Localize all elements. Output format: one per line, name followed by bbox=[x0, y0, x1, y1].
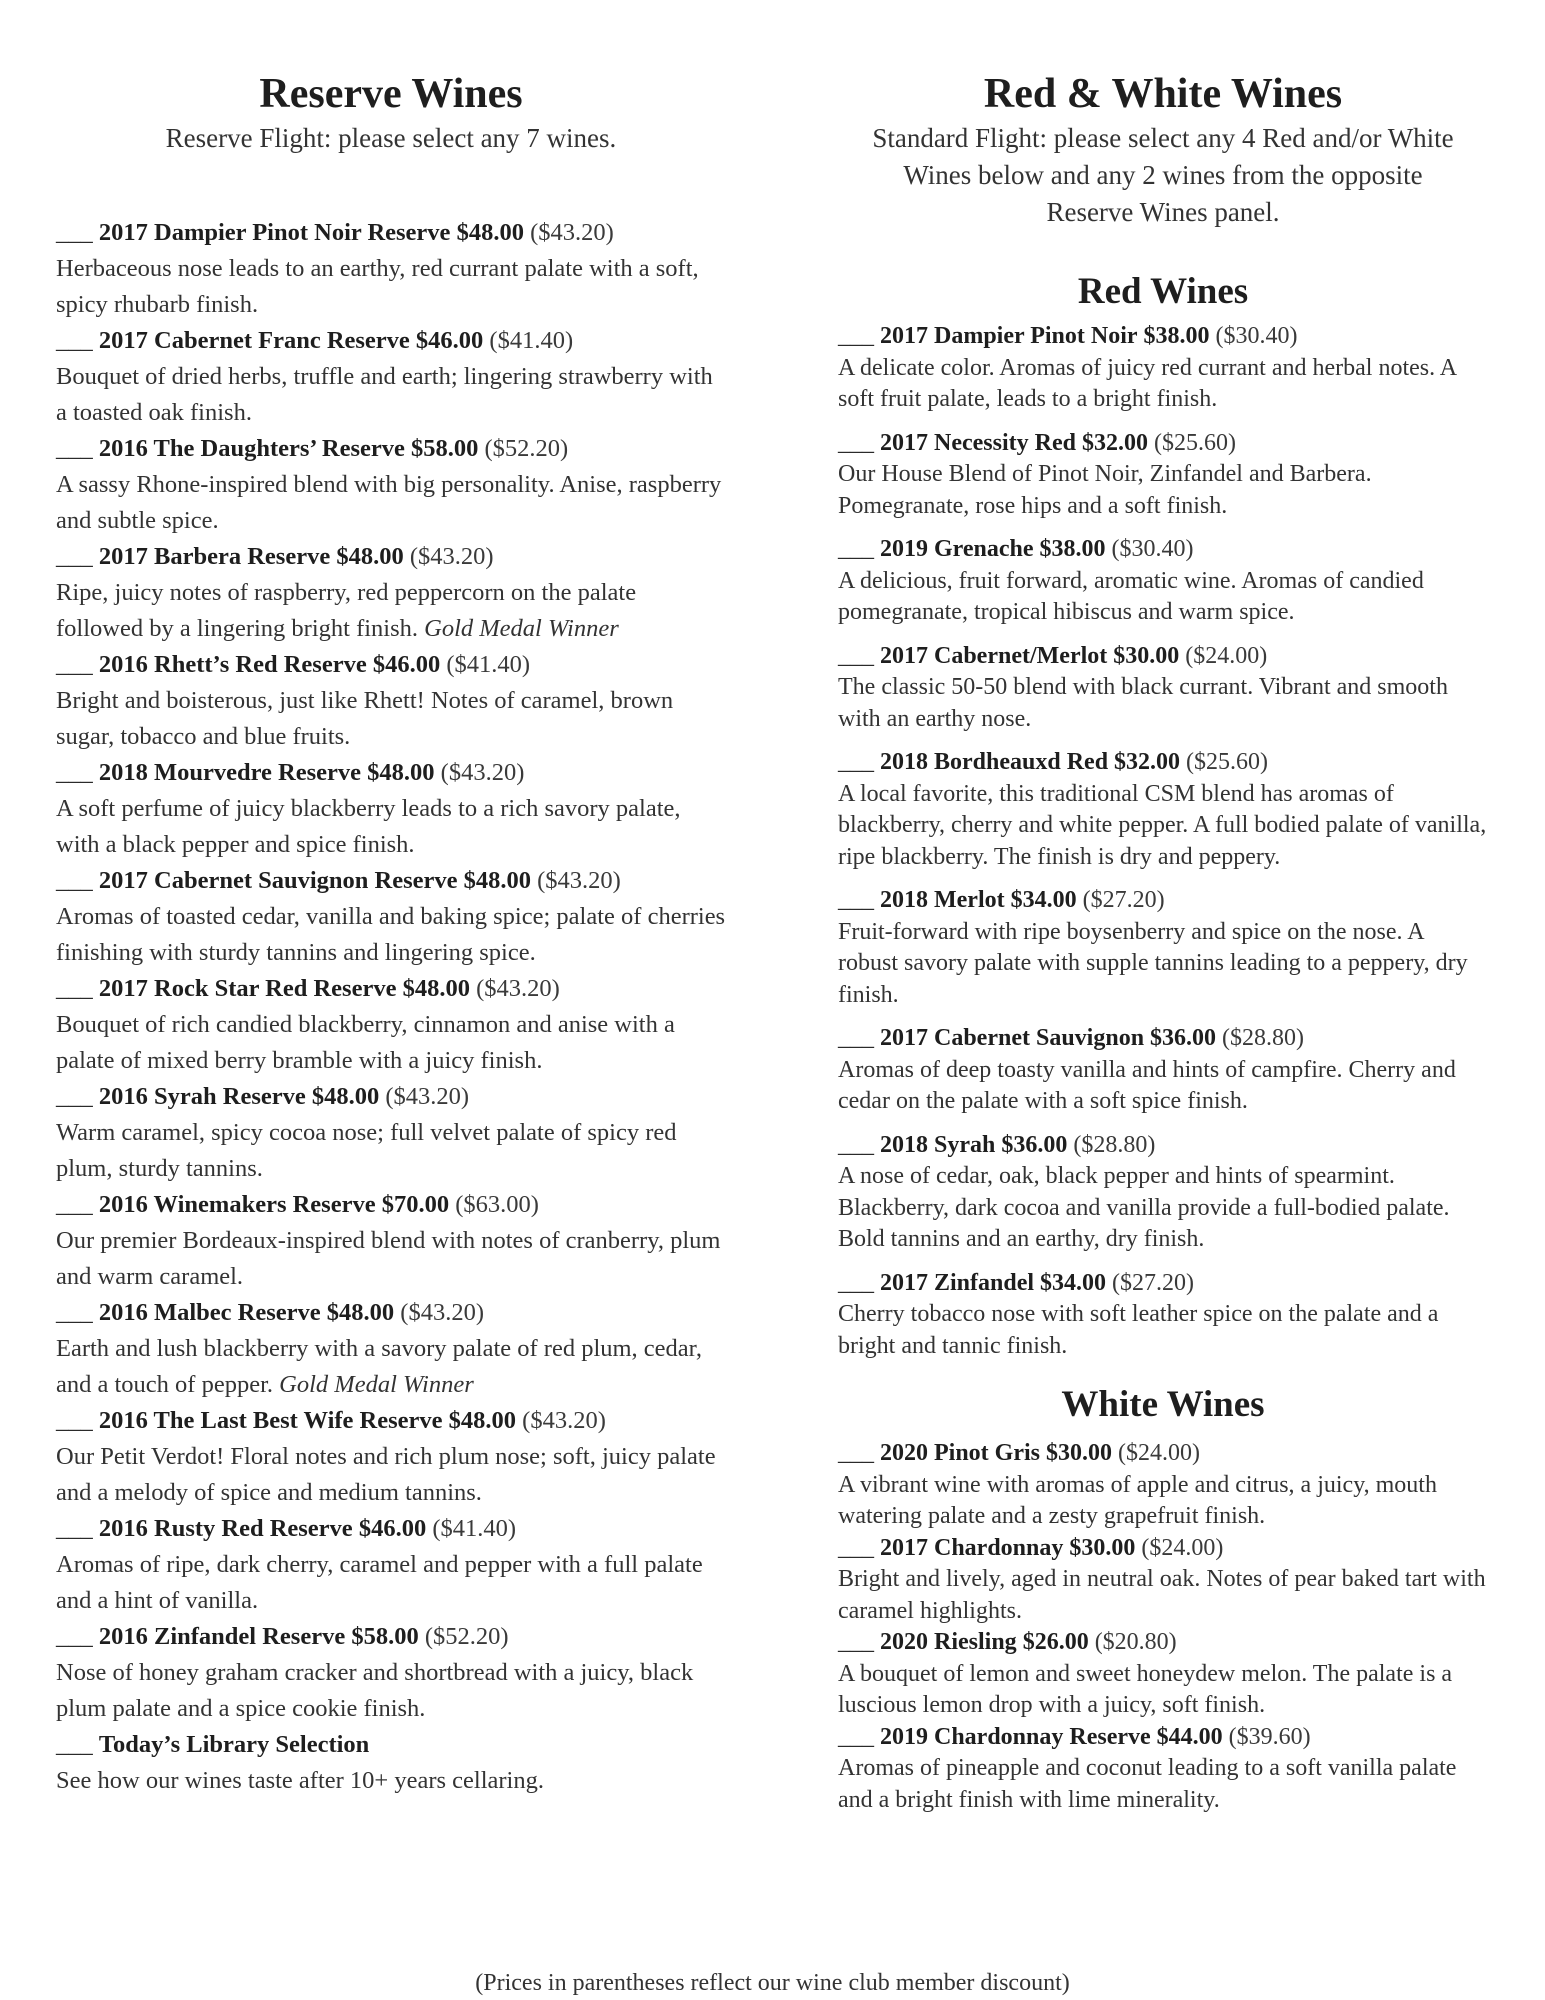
wine-item bbox=[56, 431, 726, 539]
wine-heading-line bbox=[56, 971, 726, 1007]
wine-name: 2016 The Daughters’ Reserve bbox=[98, 435, 405, 462]
wine-description-text: The classic 50-50 blend with black currant. Vibrant and smooth with an earthy nose. bbox=[838, 674, 1448, 732]
wine-item bbox=[838, 1268, 1488, 1363]
selection-blank: ___ bbox=[56, 1623, 93, 1650]
selection-blank: ___ bbox=[838, 887, 874, 913]
wine-name: 2018 Merlot bbox=[880, 887, 1005, 913]
wine-price: $58.00 bbox=[351, 1623, 419, 1650]
wine-heading-line bbox=[838, 1268, 1488, 1300]
wine-description-text: Bright and boisterous, just like Rhett! Notes of caramel, brown sugar, tobacco and blue fruits. bbox=[56, 687, 674, 750]
wine-description bbox=[838, 1161, 1488, 1256]
wine-price: $48.00 bbox=[456, 219, 524, 246]
wine-heading-line bbox=[56, 863, 726, 899]
wine-item bbox=[56, 971, 726, 1079]
wine-description bbox=[838, 1299, 1488, 1362]
wine-description bbox=[56, 791, 726, 863]
wine-price: $44.00 bbox=[1156, 1723, 1223, 1750]
wine-description-text: A bouquet of lemon and sweet honeydew melon. The palate is a luscious lemon drop with a juicy, soft finish. bbox=[838, 1660, 1453, 1718]
selection-blank: ___ bbox=[56, 975, 93, 1002]
wine-heading-line bbox=[56, 431, 726, 467]
member-price: ($43.20) bbox=[522, 1407, 606, 1434]
wine-description bbox=[56, 1547, 726, 1619]
wine-name: 2017 Zinfandel bbox=[880, 1269, 1035, 1296]
member-price: ($43.20) bbox=[400, 1299, 484, 1326]
member-price: ($20.80) bbox=[1094, 1629, 1177, 1655]
member-price: ($25.60) bbox=[1153, 429, 1236, 456]
wine-price: $48.00 bbox=[367, 759, 435, 786]
wine-item bbox=[56, 215, 726, 323]
wine-item bbox=[838, 534, 1488, 629]
selection-blank: ___ bbox=[838, 1269, 874, 1296]
wine-heading-line bbox=[56, 1511, 726, 1547]
wine-description bbox=[56, 1655, 726, 1727]
wine-name: 2016 Rusty Red Reserve bbox=[98, 1515, 353, 1542]
member-discount-note: (Prices in parentheses reflect our wine club member discount) bbox=[475, 1970, 1070, 1996]
reserve-flight-instructions: Reserve Flight: please select any 7 wines. bbox=[165, 123, 617, 153]
wine-price: $34.00 bbox=[1040, 1269, 1107, 1296]
member-price: ($30.40) bbox=[1215, 323, 1298, 349]
wine-name: 2020 Pinot Gris bbox=[880, 1440, 1040, 1466]
reserve-wines-title: Reserve Wines bbox=[259, 71, 523, 117]
member-price: ($28.80) bbox=[1073, 1131, 1156, 1158]
wine-description-text: A delicious, fruit forward, aromatic wine. Aromas of candied pomegranate, tropical hibiscus and warm spice. bbox=[838, 567, 1424, 625]
wine-description bbox=[838, 779, 1488, 874]
selection-blank: ___ bbox=[838, 642, 874, 669]
wine-item bbox=[56, 1619, 726, 1727]
wine-item bbox=[838, 1627, 1488, 1722]
wine-heading-line bbox=[56, 1403, 726, 1439]
wine-description-text: Bouquet of rich candied blackberry, cinnamon and anise with a palate of mixed berry bramble with a juicy finish. bbox=[56, 1011, 675, 1074]
wine-name: 2017 Dampier Pinot Noir Reserve bbox=[98, 219, 451, 246]
selection-blank: ___ bbox=[56, 219, 93, 246]
wine-description bbox=[56, 899, 726, 971]
award-badge: Gold Medal Winner bbox=[424, 615, 619, 642]
wine-description-text: A vibrant wine with aromas of apple and citrus, a juicy, mouth watering palate and a zesty grapefruit finish. bbox=[838, 1471, 1437, 1529]
wine-heading-line bbox=[56, 1295, 726, 1331]
wine-name: 2016 Winemakers Reserve bbox=[98, 1191, 376, 1218]
wine-heading-line bbox=[56, 215, 726, 251]
member-price: ($63.00) bbox=[455, 1191, 539, 1218]
wine-heading-line bbox=[838, 641, 1488, 673]
wine-description bbox=[56, 1439, 726, 1511]
selection-blank: ___ bbox=[838, 1025, 874, 1051]
wine-item bbox=[56, 1403, 726, 1511]
wine-price: $38.00 bbox=[1143, 323, 1210, 349]
wine-description bbox=[56, 359, 726, 431]
wine-heading-line bbox=[838, 1722, 1488, 1754]
wine-description-text: Nose of honey graham cracker and shortbread with a juicy, black plum palate and a spice cookie finish. bbox=[56, 1659, 694, 1722]
wine-description bbox=[56, 683, 726, 755]
wine-heading-line bbox=[56, 1187, 726, 1223]
selection-blank: ___ bbox=[56, 867, 93, 894]
selection-blank: ___ bbox=[56, 1731, 93, 1758]
wine-description-text: Warm caramel, spicy cocoa nose; full velvet palate of spicy red plum, sturdy tannins. bbox=[56, 1119, 677, 1182]
white-wines-heading: White Wines bbox=[1061, 1384, 1265, 1425]
wine-name: 2020 Riesling bbox=[880, 1629, 1017, 1655]
wine-heading-line bbox=[838, 428, 1488, 460]
member-price: ($43.20) bbox=[440, 759, 525, 786]
wine-item bbox=[56, 1727, 726, 1799]
selection-blank: ___ bbox=[56, 759, 93, 786]
selection-blank: ___ bbox=[56, 1515, 93, 1542]
selection-blank: ___ bbox=[838, 1534, 874, 1561]
wine-item bbox=[838, 1438, 1488, 1533]
wine-name: 2017 Necessity Red bbox=[880, 429, 1076, 456]
selection-blank: ___ bbox=[838, 1723, 874, 1750]
wine-description bbox=[56, 1115, 726, 1187]
member-price: ($24.00) bbox=[1118, 1440, 1200, 1466]
member-price: ($43.20) bbox=[409, 543, 494, 570]
member-price: ($27.20) bbox=[1112, 1269, 1195, 1296]
member-price: ($41.40) bbox=[489, 327, 574, 354]
wine-name: 2019 Grenache bbox=[880, 536, 1034, 562]
wine-item bbox=[56, 323, 726, 431]
member-price: ($27.20) bbox=[1082, 887, 1165, 913]
wine-heading-line bbox=[838, 1533, 1488, 1565]
wine-name: 2017 Cabernet/Merlot bbox=[880, 642, 1108, 669]
wine-description bbox=[56, 251, 726, 323]
member-price: ($24.00) bbox=[1141, 1534, 1224, 1561]
wine-description-text: Aromas of toasted cedar, vanilla and baking spice; palate of cherries finishing with sturdy tannins and lingering spice. bbox=[56, 903, 726, 966]
wine-description bbox=[838, 1055, 1488, 1118]
selection-blank: ___ bbox=[56, 543, 93, 570]
wine-name: 2017 Cabernet Sauvignon bbox=[880, 1025, 1145, 1051]
selection-blank: ___ bbox=[838, 429, 874, 456]
wine-heading-line bbox=[838, 1130, 1488, 1162]
white-wine-list bbox=[838, 1438, 1488, 1816]
selection-blank: ___ bbox=[56, 1299, 93, 1326]
wine-item bbox=[838, 1023, 1488, 1118]
wine-description-text: Earth and lush blackberry with a savory palate of red plum, cedar, and a touch of pepper. bbox=[56, 1335, 702, 1398]
wine-description-text: Bouquet of dried herbs, truffle and earth; lingering strawberry with a toasted oak finish. bbox=[56, 363, 713, 426]
wine-item bbox=[56, 1511, 726, 1619]
wine-heading-line bbox=[838, 1023, 1488, 1055]
wine-description bbox=[838, 1564, 1488, 1627]
red-white-wines-title: Red & White Wines bbox=[983, 71, 1343, 117]
wine-heading-line bbox=[56, 1079, 726, 1115]
wine-name: 2017 Chardonnay bbox=[880, 1534, 1064, 1561]
wine-description-text: A nose of cedar, oak, black pepper and hints of spearmint. Blackberry, dark cocoa and vanilla provide a full-bodied palate. Bold tannins and an earthy, dry finish. bbox=[838, 1163, 1450, 1252]
member-price: ($52.20) bbox=[424, 1623, 509, 1650]
wine-heading-line bbox=[56, 323, 726, 359]
wine-description-text: See how our wines taste after 10+ years cellaring. bbox=[56, 1767, 544, 1794]
wine-description-text: Our House Blend of Pinot Noir, Zinfandel and Barbera. Pomegranate, rose hips and a soft finish. bbox=[838, 461, 1372, 519]
wine-item bbox=[56, 647, 726, 755]
wine-description bbox=[56, 1007, 726, 1079]
wine-description bbox=[56, 575, 726, 647]
wine-price: $36.00 bbox=[1150, 1025, 1217, 1051]
wine-price: $46.00 bbox=[358, 1515, 427, 1542]
red-wines-heading: Red Wines bbox=[1077, 271, 1249, 312]
selection-blank: ___ bbox=[56, 651, 93, 678]
selection-blank: ___ bbox=[838, 536, 874, 562]
member-price: ($43.20) bbox=[530, 219, 614, 246]
wine-name: 2017 Dampier Pinot Noir bbox=[880, 323, 1138, 349]
wine-heading-line bbox=[56, 755, 726, 791]
wine-price: $46.00 bbox=[372, 651, 441, 678]
wine-name: 2018 Mourvedre Reserve bbox=[98, 759, 362, 786]
selection-blank: ___ bbox=[56, 435, 93, 462]
wine-description-text: Bright and lively, aged in neutral oak. Notes of pear baked tart with caramel highlights. bbox=[838, 1566, 1486, 1624]
wine-name: 2018 Syrah bbox=[880, 1131, 996, 1158]
wine-price: $48.00 bbox=[463, 867, 532, 894]
wine-item bbox=[838, 1722, 1488, 1817]
wine-description bbox=[838, 672, 1488, 735]
wine-price: $32.00 bbox=[1081, 429, 1148, 456]
wine-heading-line bbox=[56, 1727, 726, 1763]
wine-price: $58.00 bbox=[410, 435, 479, 462]
wine-price: $30.00 bbox=[1046, 1440, 1112, 1466]
wine-heading-line bbox=[838, 1627, 1488, 1659]
selection-blank: ___ bbox=[56, 327, 93, 354]
wine-description-text: Aromas of ripe, dark cherry, caramel and pepper with a full palate and a hint of vanilla. bbox=[56, 1551, 703, 1614]
member-price: ($41.40) bbox=[432, 1515, 517, 1542]
wine-price: $70.00 bbox=[381, 1191, 450, 1218]
wine-description-text: Fruit-forward with ripe boysenberry and spice on the nose. A robust savory palate with supple tannins leading to a peppery, dry finish. bbox=[838, 918, 1468, 1008]
wine-price: $46.00 bbox=[415, 327, 484, 354]
wine-name: Today’s Library Selection bbox=[98, 1731, 370, 1758]
member-price: ($39.60) bbox=[1228, 1723, 1311, 1750]
member-price: ($25.60) bbox=[1186, 749, 1269, 775]
wine-price: $36.00 bbox=[1001, 1131, 1068, 1158]
wine-item bbox=[56, 539, 726, 647]
wine-price: $38.00 bbox=[1039, 536, 1106, 562]
wine-item bbox=[838, 747, 1488, 873]
member-price: ($43.20) bbox=[476, 975, 560, 1002]
wine-item bbox=[838, 641, 1488, 736]
wine-description bbox=[838, 1659, 1488, 1722]
wine-heading-line bbox=[838, 534, 1488, 566]
wine-description bbox=[56, 1763, 726, 1799]
wine-heading-line bbox=[56, 539, 726, 575]
wine-name: 2016 Syrah Reserve bbox=[98, 1083, 306, 1110]
wine-name: 2017 Barbera Reserve bbox=[98, 543, 331, 570]
wine-name: 2017 Cabernet Sauvignon Reserve bbox=[98, 867, 458, 894]
member-price: ($52.20) bbox=[484, 435, 569, 462]
wine-price: $48.00 bbox=[336, 543, 404, 570]
selection-blank: ___ bbox=[838, 1440, 874, 1466]
award-badge: Gold Medal Winner bbox=[279, 1371, 474, 1398]
wine-description-text: Cherry tobacco nose with soft leather spice on the palate and a bright and tannic finish. bbox=[838, 1301, 1439, 1359]
wine-price: $26.00 bbox=[1022, 1629, 1089, 1655]
selection-blank: ___ bbox=[56, 1083, 93, 1110]
wine-price: $48.00 bbox=[326, 1299, 395, 1326]
wine-item bbox=[56, 1187, 726, 1295]
wine-item bbox=[56, 1079, 726, 1187]
selection-blank: ___ bbox=[838, 1629, 874, 1655]
wine-description bbox=[838, 917, 1488, 1012]
wine-description bbox=[56, 467, 726, 539]
member-price: ($24.00) bbox=[1185, 642, 1268, 669]
wine-item bbox=[838, 428, 1488, 523]
member-price: ($43.20) bbox=[537, 867, 621, 894]
wine-name: 2018 Bordheauxd Red bbox=[880, 749, 1109, 775]
wine-description-text: Aromas of pineapple and coconut leading to a soft vanilla palate and a bright finish with lime minerality. bbox=[838, 1755, 1457, 1813]
selection-blank: ___ bbox=[56, 1191, 93, 1218]
wine-description-text: Our premier Bordeaux-inspired blend with notes of cranberry, plum and warm caramel. bbox=[56, 1227, 721, 1290]
wine-description bbox=[56, 1223, 726, 1295]
red-white-wines-panel bbox=[838, 68, 1488, 1816]
wine-name: 2016 Rhett’s Red Reserve bbox=[98, 651, 367, 678]
wine-heading-line bbox=[838, 885, 1488, 917]
wine-description bbox=[838, 459, 1488, 522]
member-price: ($41.40) bbox=[446, 651, 531, 678]
wine-description-text: A sassy Rhone-inspired blend with big personality. Anise, raspberry and subtle spice. bbox=[56, 471, 722, 534]
reserve-wines-panel bbox=[56, 68, 726, 1799]
wine-description-text: Aromas of deep toasty vanilla and hints of campfire. Cherry and cedar on the palate with a soft spice finish. bbox=[838, 1056, 1456, 1114]
wine-price: $34.00 bbox=[1010, 887, 1077, 913]
wine-description-text: A soft perfume of juicy blackberry leads to a rich savory palate, with a black pepper and spice finish. bbox=[56, 795, 681, 858]
selection-blank: ___ bbox=[838, 323, 874, 349]
wine-price: $32.00 bbox=[1114, 749, 1181, 775]
wine-description bbox=[838, 566, 1488, 629]
wine-heading-line bbox=[56, 1619, 726, 1655]
wine-heading-line bbox=[56, 647, 726, 683]
wine-item bbox=[838, 1533, 1488, 1628]
wine-description-text: Ripe, juicy notes of raspberry, red peppercorn on the palate followed by a lingering bright finish. bbox=[56, 579, 637, 642]
wine-item bbox=[838, 1130, 1488, 1256]
red-wine-list bbox=[838, 321, 1488, 1362]
wine-description bbox=[56, 1331, 726, 1403]
reserve-wine-list bbox=[56, 215, 726, 1799]
selection-blank: ___ bbox=[56, 1407, 93, 1434]
wine-name: 2017 Rock Star Red Reserve bbox=[98, 975, 397, 1002]
wine-heading-line bbox=[838, 1438, 1488, 1470]
wine-name: 2016 The Last Best Wife Reserve bbox=[98, 1407, 443, 1434]
wine-name: 2016 Malbec Reserve bbox=[98, 1299, 321, 1326]
wine-description bbox=[838, 1470, 1488, 1533]
wine-description bbox=[838, 1753, 1488, 1816]
wine-heading-line bbox=[838, 321, 1488, 353]
wine-item bbox=[838, 321, 1488, 416]
wine-heading-line bbox=[838, 747, 1488, 779]
wine-item bbox=[56, 755, 726, 863]
wine-price: $48.00 bbox=[448, 1407, 517, 1434]
member-price: ($28.80) bbox=[1222, 1025, 1305, 1051]
wine-item bbox=[56, 1295, 726, 1403]
wine-price: $30.00 bbox=[1069, 1534, 1136, 1561]
wine-description bbox=[838, 353, 1488, 416]
wine-price: $48.00 bbox=[402, 975, 470, 1002]
selection-blank: ___ bbox=[838, 1131, 874, 1158]
wine-name: 2016 Zinfandel Reserve bbox=[98, 1623, 346, 1650]
wine-description-text: A delicate color. Aromas of juicy red currant and herbal notes. A soft fruit palate, leads to a bright finish. bbox=[838, 354, 1456, 412]
wine-item bbox=[56, 863, 726, 971]
wine-description-text: Herbaceous nose leads to an earthy, red currant palate with a soft, spicy rhubarb finish. bbox=[56, 255, 699, 318]
member-price: ($30.40) bbox=[1111, 536, 1194, 562]
wine-price: $30.00 bbox=[1113, 642, 1180, 669]
wine-item bbox=[838, 885, 1488, 1011]
wine-name: 2017 Cabernet Franc Reserve bbox=[98, 327, 410, 354]
selection-blank: ___ bbox=[838, 749, 874, 775]
wine-price: $48.00 bbox=[311, 1083, 380, 1110]
wine-description-text: Our Petit Verdot! Floral notes and rich plum nose; soft, juicy palate and a melody of spice and medium tannins. bbox=[56, 1443, 716, 1506]
wine-name: 2019 Chardonnay Reserve bbox=[880, 1723, 1151, 1750]
standard-flight-instructions: Standard Flight: please select any 4 Red and/or White Wines below and any 2 wines from the opposite Reserve Wines panel. bbox=[872, 123, 1454, 227]
wine-description-text: A local favorite, this traditional CSM blend has aromas of blackberry, cherry and white pepper. A full bodied palate of vanilla, ripe blackberry. The finish is dry and peppery. bbox=[838, 780, 1487, 870]
member-price: ($43.20) bbox=[385, 1083, 470, 1110]
